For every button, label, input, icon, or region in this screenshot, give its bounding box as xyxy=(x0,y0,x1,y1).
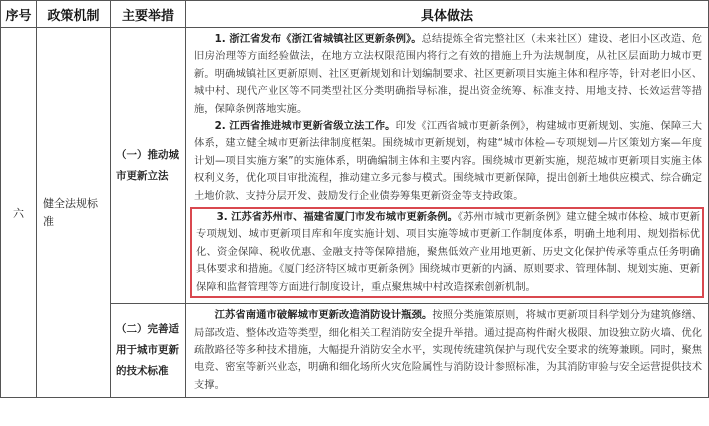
practice-item xyxy=(194,31,702,118)
header-row xyxy=(1,1,709,28)
practice-cell-legislation xyxy=(186,28,709,304)
practice-cell-standards xyxy=(186,304,709,398)
practice-item-highlighted xyxy=(196,209,700,296)
practice-item-lead: 3. 江苏省苏州市、福建省厦门市发布城市更新条例。 xyxy=(216,211,458,224)
practice-item-text: 按照分类施策原则，将城市更新项目科学划分为建筑修缮、局部改造、整体改造等类型，细化相关工程消防安全提升举措。通过提高构件耐火极限、加设独立防火墙、优化疏散路径等多种技术措施，大幅提升消防安全水平，实现传统建筑保护与现代安全要求的统筹兼顾。同时，聚焦电竞、密室等新兴业态，明确和细化场所火灾危险属性与消防设计参照标准，为其消防审验与安全运营提供技术支撑。 xyxy=(194,309,703,391)
practice-item-lead: 江苏省南通市破解城市更新改造消防设计瓶颈。 xyxy=(214,309,433,322)
highlight-box xyxy=(190,207,704,298)
practice-item-lead: 1. 浙江省发布《浙江省城镇社区更新条例》。 xyxy=(214,33,422,45)
practice-item-text: 总结提炼全省完整社区（未来社区）建设、老旧小区改造、危旧房治理等方面经验做法，在地方立法权限范围内将行之有效的措施上升为法规制度，从社区层面助力城市更新。明确城镇社区更新原则、社区更新规划和计划编制要求、社区更新项目实施主体和程序等，针对老旧小区、城中村、现代产业区等不同类型社区分类明确指导标准，提出资金统筹、标准支持、用地支持、长效运营等措施，保障条例落地实施。 xyxy=(194,33,703,115)
mechanism-cell: 健全法规标准 xyxy=(37,28,111,398)
table-row xyxy=(1,28,709,304)
practice-item-text: 印发《江西省城市更新条例》，构建城市更新规划、实施、保障三大体系，建立健全城市更新法律制度框架。围绕城市更新规划，构建“城市体检—专项规划—片区策划方案—年度计划—项目实施方案”的实施体系，明确编制主体和主要内容。围绕城市更新实施，规范城市更新项目实施主体权利义务，优化项目审批流程，推动建立多元参与模式。围绕城市更新保障，提出创新土地供应模式、综合确定土地价款、支持分层开发、鼓励发行企业债券筹集更新资金等支持政策。 xyxy=(194,120,702,202)
practice-item xyxy=(194,118,702,205)
header-mechanism: 政策机制 xyxy=(37,1,111,28)
measure-legislation: （一）推动城市更新立法 xyxy=(111,28,186,304)
measure-technical-standards: （二）完善适用于城市更新的技术标准 xyxy=(111,304,186,398)
practice-item-lead: 2. 江西省推进城市更新省级立法工作。 xyxy=(214,120,396,133)
row-number: 六 xyxy=(1,28,37,398)
header-practice: 具体做法 xyxy=(186,1,709,28)
header-num: 序号 xyxy=(1,1,37,28)
header-measures: 主要举措 xyxy=(111,1,186,28)
practice-item-text: 《苏州市城市更新条例》建立健全城市体检、城市更新专项规划、城市更新项目库和年度实施计划、项目实施等城市更新工作制度体系，明确土地利用、规划指标优化、资金保障、税收优惠、金融支持等保障措施，聚焦低效产业用地更新、历史文化保护传承等重点任务明确具体要求和措施。《厦门经济特区城市更新条例》围绕城市更新的内涵、原则要求、管理体制、规划实施、更新保障和监督管理等方面进行制度设计，重点聚焦城中村改造探索创新机制。 xyxy=(196,211,700,293)
practice-item xyxy=(194,307,702,394)
